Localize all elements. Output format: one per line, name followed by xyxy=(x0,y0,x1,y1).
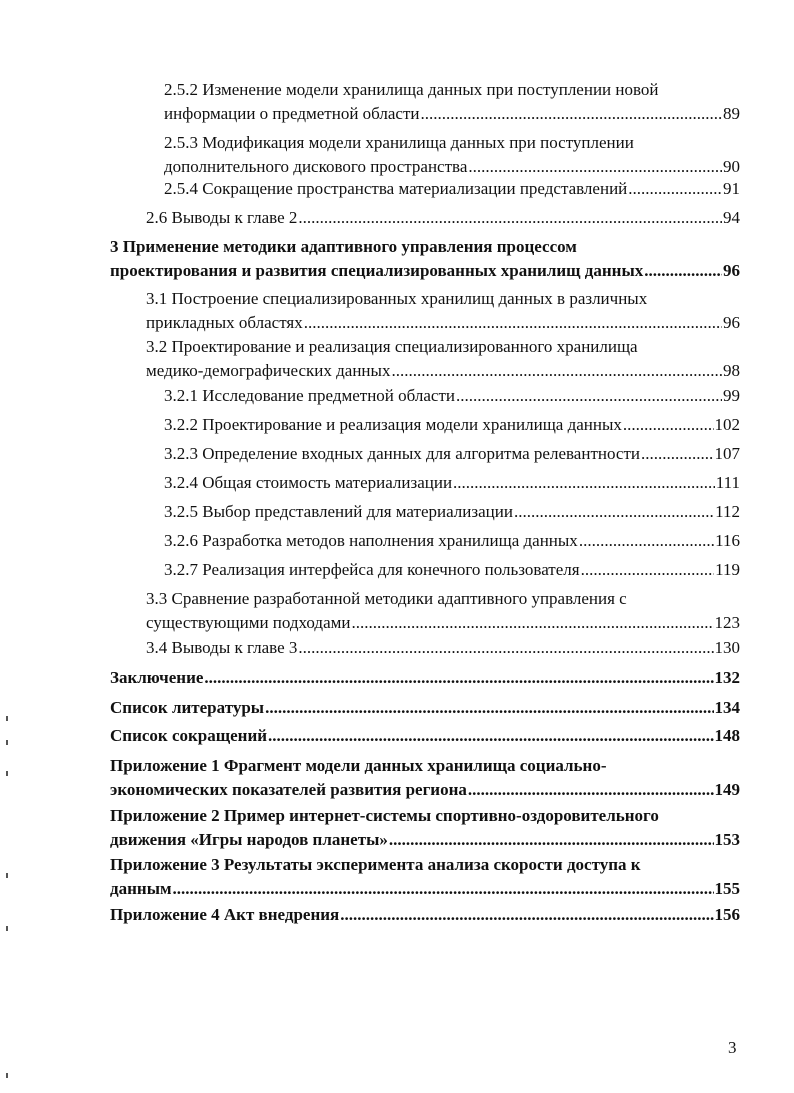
toc-entry-line xyxy=(110,853,740,877)
dot-leader xyxy=(340,903,713,927)
toc-entry[interactable] xyxy=(164,78,740,126)
toc-entry-line xyxy=(110,804,740,828)
toc-page-number: 98 xyxy=(723,361,740,380)
toc-entry-title: Заключение xyxy=(110,668,204,687)
toc-entry[interactable] xyxy=(110,754,740,802)
toc-page-number: 94 xyxy=(723,208,740,227)
toc-entry-title: 3.2.3 Определение входных данных для алгоритма релевантности xyxy=(164,444,640,463)
toc-entry-line xyxy=(164,155,740,179)
toc-entry[interactable] xyxy=(110,235,740,283)
toc-entry-line xyxy=(110,696,740,720)
toc-page-number: 130 xyxy=(714,638,740,657)
toc-entry-title: данным xyxy=(110,879,172,898)
toc-entry[interactable] xyxy=(146,287,740,335)
toc-entry-line xyxy=(110,754,740,778)
toc-entry[interactable] xyxy=(164,500,740,524)
toc-entry-title: 3.2.1 Исследование предметной области xyxy=(164,386,455,405)
scan-mark xyxy=(6,771,8,776)
toc-entry-title: Список литературы xyxy=(110,698,265,717)
dot-leader xyxy=(581,558,715,582)
scan-mark xyxy=(6,926,8,931)
toc-entry-title: 3.4 Выводы к главе 3 xyxy=(146,638,298,657)
toc-entry-line xyxy=(146,206,740,230)
toc-entry-title: 3.2.2 Проектирование и реализация модели хранилища данных xyxy=(164,415,622,434)
toc-entry[interactable] xyxy=(164,471,740,495)
toc-page-number: 90 xyxy=(723,157,740,176)
dot-leader xyxy=(468,778,714,802)
dot-leader xyxy=(453,471,715,495)
toc-page-number: 156 xyxy=(714,905,740,924)
toc-entry-line xyxy=(110,903,740,927)
toc-entry-line xyxy=(146,287,740,311)
toc-page-number: 102 xyxy=(714,415,740,434)
toc-page-number: 111 xyxy=(715,473,740,492)
toc-entry[interactable] xyxy=(110,724,740,748)
toc-entry-line xyxy=(146,359,740,383)
toc-entry[interactable] xyxy=(146,335,740,383)
toc-entry-line xyxy=(146,587,740,611)
toc-page-number: 91 xyxy=(723,179,740,198)
dot-leader xyxy=(265,696,713,720)
toc-page-number: 153 xyxy=(714,830,740,849)
toc-entry-line xyxy=(146,636,740,660)
toc-entry-title: Приложение 2 Пример интернет-системы спортивно-оздоровительного xyxy=(110,806,659,825)
scan-mark xyxy=(6,716,8,721)
toc-entry[interactable] xyxy=(110,666,740,690)
toc-entry-title: 2.6 Выводы к главе 2 xyxy=(146,208,298,227)
dot-leader xyxy=(514,500,714,524)
toc-page-number: 148 xyxy=(714,726,740,745)
toc-entry[interactable] xyxy=(110,696,740,720)
toc-entry-line xyxy=(110,778,740,802)
dot-leader xyxy=(456,384,722,408)
toc-entry-line xyxy=(110,877,740,901)
toc-entry-line xyxy=(164,500,740,524)
toc-entry[interactable] xyxy=(110,853,740,901)
toc-page-number: 116 xyxy=(715,531,740,550)
toc-entry-title: 3 Применение методики адаптивного управления процессом xyxy=(110,237,577,256)
dot-leader xyxy=(204,666,713,690)
toc-page-number: 99 xyxy=(723,386,740,405)
toc-entry-title: существующими подходами xyxy=(146,613,351,632)
toc-entry-title: 2.5.2 Изменение модели хранилища данных при поступлении новой xyxy=(164,80,659,99)
toc-entry-line xyxy=(110,235,740,259)
toc-page-number: 112 xyxy=(715,502,740,521)
toc-page-number: 134 xyxy=(714,698,740,717)
toc-page-number: 149 xyxy=(714,780,740,799)
toc-page-number: 132 xyxy=(714,668,740,687)
toc-entry-title: 2.5.3 Модификация модели хранилища данных при поступлении xyxy=(164,133,634,152)
dot-leader xyxy=(641,442,714,466)
dot-leader xyxy=(421,102,722,126)
dot-leader xyxy=(389,828,714,852)
toc-entry-line xyxy=(164,177,740,201)
toc-entry-title: 3.3 Сравнение разработанной методики адаптивного управления с xyxy=(146,589,627,608)
toc-entry-title: медико-демографических данных xyxy=(146,361,391,380)
toc-entry-line xyxy=(110,259,740,283)
toc-page-number: 119 xyxy=(715,560,740,579)
toc-entry-line xyxy=(164,471,740,495)
toc-entry-title: проектирования и развития специализированных хранилищ данных xyxy=(110,261,644,280)
toc-entry-title: экономических показателей развития региона xyxy=(110,780,467,799)
toc-entry-title: Список сокращений xyxy=(110,726,268,745)
toc-entry[interactable] xyxy=(110,804,740,852)
toc-entry-line xyxy=(164,102,740,126)
toc-entry[interactable] xyxy=(164,384,740,408)
toc-entry-line xyxy=(164,78,740,102)
toc-entry-title: 3.2.4 Общая стоимость материализации xyxy=(164,473,453,492)
toc-entry-line xyxy=(164,442,740,466)
toc-entry-line xyxy=(164,131,740,155)
dot-leader xyxy=(351,611,713,635)
toc-page-number: 96 xyxy=(723,261,740,280)
toc-entry[interactable] xyxy=(110,903,740,927)
toc-entry-title: 2.5.4 Сокращение пространства материализации представлений xyxy=(164,179,628,198)
dot-leader xyxy=(644,259,722,283)
toc-entry-title: 3.2.7 Реализация интерфейса для конечного пользователя xyxy=(164,560,580,579)
toc-page-number: 96 xyxy=(723,313,740,332)
toc-entry[interactable] xyxy=(164,413,740,437)
toc-entry-line xyxy=(164,384,740,408)
toc-entry-line xyxy=(146,611,740,635)
toc-entry-title: дополнительного дискового пространства xyxy=(164,157,468,176)
toc-entry-title: движения «Игры народов планеты» xyxy=(110,830,388,849)
toc-entry-line xyxy=(110,666,740,690)
dot-leader xyxy=(298,636,713,660)
toc-entry-line xyxy=(146,335,740,359)
toc-entry-line xyxy=(110,724,740,748)
toc-entry-title: Приложение 4 Акт внедрения xyxy=(110,905,340,924)
toc-entry-title: информации о предметной области xyxy=(164,104,420,123)
toc-entry-title: 3.1 Построение специализированных хранилищ данных в различных xyxy=(146,289,648,308)
dot-leader xyxy=(468,155,722,179)
toc-entry[interactable] xyxy=(164,529,740,553)
scan-mark xyxy=(6,740,8,745)
dot-leader xyxy=(268,724,713,748)
toc-entry[interactable] xyxy=(164,558,740,582)
toc-entry-line xyxy=(164,558,740,582)
toc-entry-title: прикладных областях xyxy=(146,313,303,332)
toc-entry-title: Приложение 3 Результаты эксперимента анализа скорости доступа к xyxy=(110,855,641,874)
toc-entry[interactable] xyxy=(146,587,740,635)
toc-entry-title: 3.2 Проектирование и реализация специализированного хранилища xyxy=(146,337,638,356)
toc-entry[interactable] xyxy=(164,131,740,179)
toc-page-number: 155 xyxy=(714,879,740,898)
toc-entry-line xyxy=(110,828,740,852)
dot-leader xyxy=(298,206,722,230)
toc-entry-line xyxy=(164,529,740,553)
dot-leader xyxy=(304,311,722,335)
toc-entry-title: Приложение 1 Фрагмент модели данных хранилища социально- xyxy=(110,756,607,775)
toc-entry-title: 3.2.5 Выбор представлений для материализации xyxy=(164,502,513,521)
toc-entry-line xyxy=(164,413,740,437)
toc-entry[interactable] xyxy=(146,636,740,660)
toc-page-number: 107 xyxy=(714,444,740,463)
toc-entry[interactable] xyxy=(164,177,740,201)
dot-leader xyxy=(623,413,714,437)
dot-leader xyxy=(391,359,722,383)
dot-leader xyxy=(579,529,714,553)
scan-mark xyxy=(6,873,8,878)
dot-leader xyxy=(628,177,722,201)
toc-entry-line xyxy=(146,311,740,335)
toc-entry-title: 3.2.6 Разработка методов наполнения хранилища данных xyxy=(164,531,578,550)
toc-entry[interactable] xyxy=(146,206,740,230)
toc-page-number: 123 xyxy=(714,613,740,632)
scan-mark xyxy=(6,1073,8,1078)
page-number: 3 xyxy=(728,1038,737,1057)
dot-leader xyxy=(173,877,714,901)
toc-page-number: 89 xyxy=(723,104,740,123)
toc-entry[interactable] xyxy=(164,442,740,466)
